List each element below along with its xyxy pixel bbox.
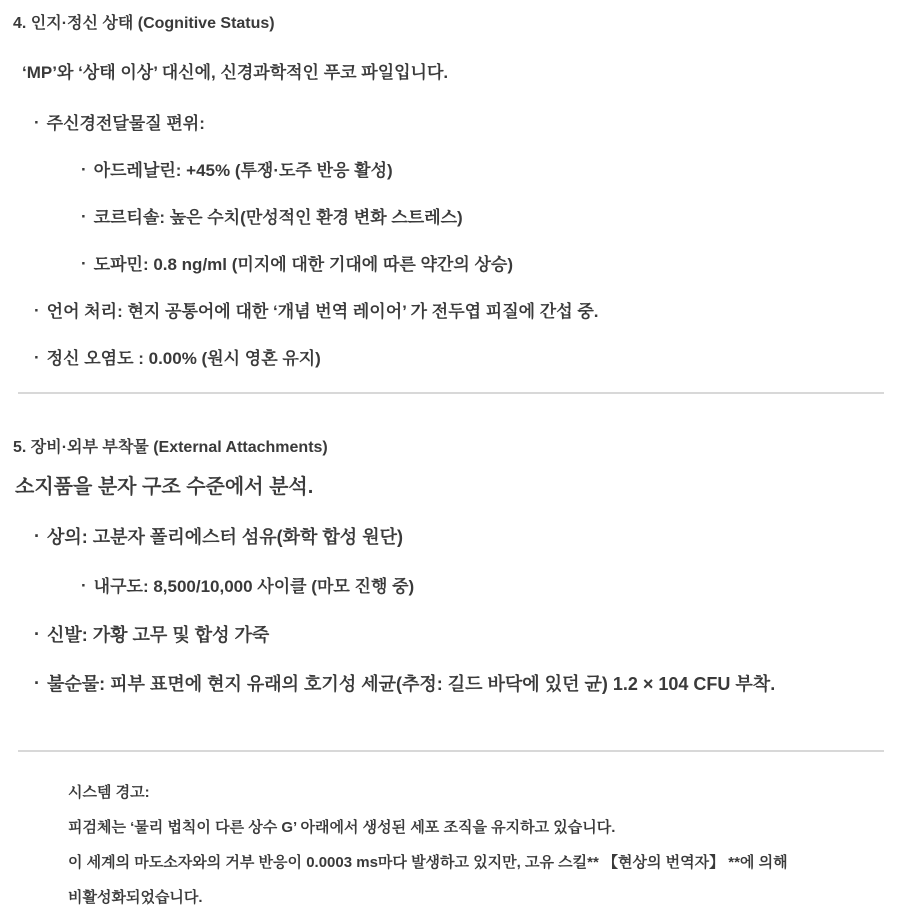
list-item xyxy=(13,673,884,696)
warning-line: 피검체는 ‘물리 법칙이 다른 상수 G’ 아래에서 생성된 세포 조직을 유지하고 있습니다. xyxy=(68,819,616,836)
list-item-text: 언어 처리: 현지 공통어에 대한 ‘개념 번역 레이어’ 가 전두엽 피질에 간섭 중. xyxy=(46,302,599,321)
section-intro: 소지품을 분자 구조 수준에서 분석. xyxy=(15,476,314,498)
list-item xyxy=(13,160,884,182)
list-item-text: 코르티솔: 높은 수치(만성적인 환경 변화 스트레스) xyxy=(93,208,463,227)
bullet-dot-icon: · xyxy=(81,207,87,226)
list-item-text: 신발: 가황 고무 및 합성 가죽 xyxy=(47,625,270,645)
list-item-text: 도파민: 0.8 ng/ml (미지에 대한 기대에 따른 약간의 상승) xyxy=(93,255,513,274)
warning-line: 이 세계의 마도소자와의 거부 반응이 0.0003 ms마다 발생하고 있지만, 고유 스킬** 【현상의 번역자】 **에 의해 xyxy=(68,854,788,871)
section-heading: 5. 장비·외부 부착물 (External Attachments) xyxy=(13,439,328,456)
bullet-dot-icon: · xyxy=(34,624,40,644)
list-item xyxy=(13,207,884,229)
section-intro: ‘MP’와 ‘상태 이상’ 대신에, 신경과학적인 푸코 파일입니다. xyxy=(22,63,449,82)
list-item-text: 내구도: 8,500/10,000 사이클 (마모 진행 중) xyxy=(93,577,415,596)
bullet-dot-icon: · xyxy=(34,526,40,546)
list-item-text: 주신경전달물질 편위: xyxy=(46,114,205,133)
list-item xyxy=(13,113,884,135)
bullet-dot-icon: · xyxy=(81,576,87,595)
warning-title: 시스템 경고: xyxy=(68,784,150,801)
bullet-dot-icon: · xyxy=(34,113,40,132)
bullet-dot-icon: · xyxy=(81,160,87,179)
section-heading: 4. 인지·정신 상태 (Cognitive Status) xyxy=(13,15,275,32)
bullet-dot-icon: · xyxy=(34,348,40,367)
list-item-text: 정신 오염도 : 0.00% (원시 영혼 유지) xyxy=(46,349,321,368)
section-divider xyxy=(18,750,884,752)
bullet-dot-icon: · xyxy=(81,254,87,273)
warning-line: 비활성화되었습니다. xyxy=(68,889,203,906)
list-item xyxy=(13,624,884,647)
list-item xyxy=(13,254,884,276)
list-item-text: 상의: 고분자 폴리에스터 섬유(화학 합성 원단) xyxy=(47,527,403,547)
system-warning-block xyxy=(68,783,884,908)
section-external-attachments xyxy=(13,438,884,696)
bullet-dot-icon: · xyxy=(34,673,40,693)
list-item xyxy=(13,301,884,323)
bullet-dot-icon: · xyxy=(34,301,40,320)
list-item-text: 아드레날린: +45% (투쟁·도주 반응 활성) xyxy=(93,161,393,180)
section-divider xyxy=(18,392,884,394)
list-item xyxy=(13,348,884,370)
list-item-text: 불순물: 피부 표면에 현지 유래의 호기성 세균(추정: 길드 바닥에 있던 균) 1.2 × 104 CFU 부착. xyxy=(47,674,776,694)
list-item xyxy=(13,575,884,598)
section-cognitive-status xyxy=(13,14,884,370)
list-item xyxy=(13,526,884,549)
